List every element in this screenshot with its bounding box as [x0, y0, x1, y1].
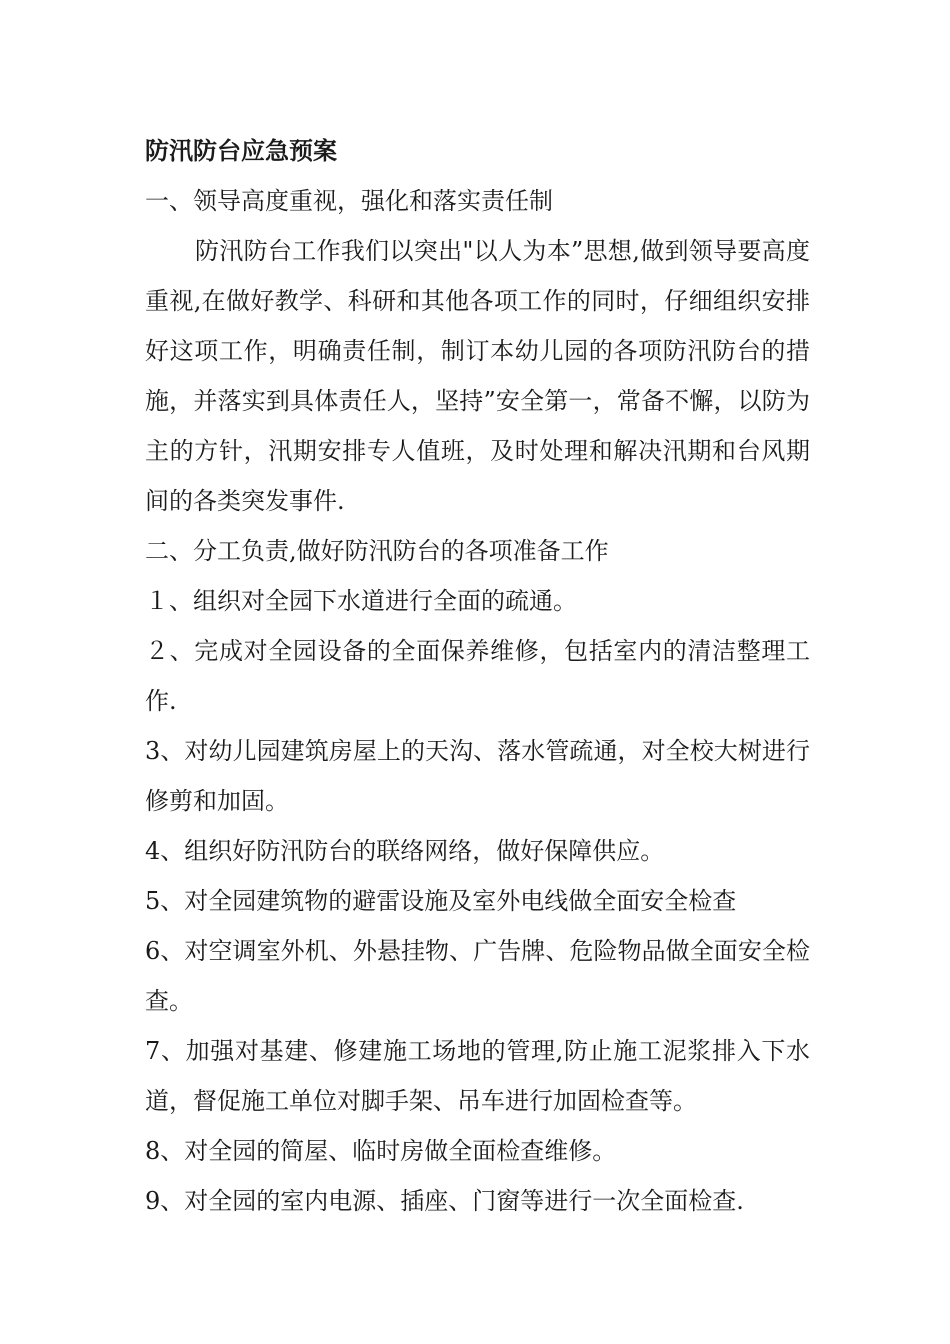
- section-heading-2: 二、分工负责,做好防汛防台的各项准备工作: [145, 537, 609, 565]
- list-item-4: 4、组织好防汛防台的联络网络，做好保障供应。: [145, 837, 665, 865]
- list-item-8: 8、对全园的简屋、临时房做全面检查维修。: [145, 1137, 617, 1165]
- list-item-9: 9、对全园的室内电源、插座、门窗等进行一次全面检查.: [145, 1187, 744, 1215]
- list-item-1: １、组织对全园下水道进行全面的疏通。: [145, 587, 577, 615]
- document-body: [145, 126, 810, 1226]
- body-paragraph: 防汛防台工作我们以突出"以人为本”思想,做到领导要高度重视,在做好教学、科研和其他各项工作的同时，仔细组织安排好这项工作，明确责任制，制订本幼儿园的各项防汛防台的措施，并落实到具体责任人，坚持”安全第一，常备不懈，以防为主的方针，汛期安排专人值班，及时处理和解决汛期和台风期间的各类突发事件.: [145, 237, 810, 515]
- list-item-7: 7、加强对基建、修建施工场地的管理,防止施工泥浆排入下水道，督促施工单位对脚手架、吊车进行加固检查等。: [145, 1037, 810, 1115]
- list-item-6: 6、对空调室外机、外悬挂物、广告牌、危险物品做全面安全检查。: [145, 937, 810, 1015]
- document-title: 防汛防台应急预案: [145, 137, 337, 165]
- list-item-5: 5、对全园建筑物的避雷设施及室外电线做全面安全检查: [145, 887, 737, 915]
- list-item-2: ２、完成对全园设备的全面保养维修，包括室内的清洁整理工作.: [145, 637, 810, 715]
- section-heading-1: 一、领导高度重视，强化和落实责任制: [145, 187, 553, 215]
- list-item-3: 3、对幼儿园建筑房屋上的天沟、落水管疏通，对全校大树进行修剪和加固。: [145, 737, 810, 815]
